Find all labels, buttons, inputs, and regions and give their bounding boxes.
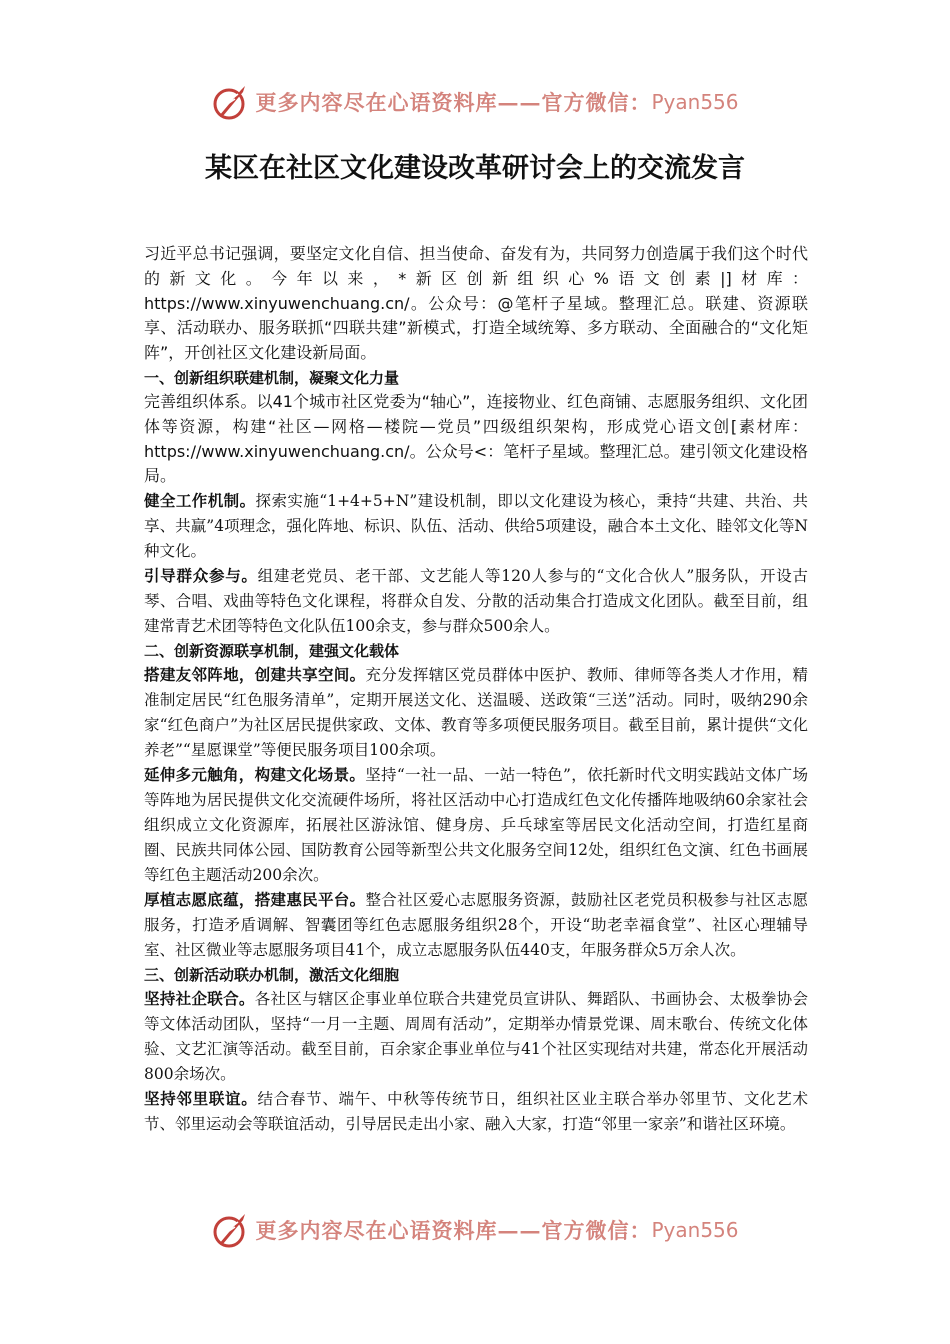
section-paragraph [144, 888, 808, 963]
quill-logo-icon [211, 1210, 251, 1250]
paragraph-lead: 健全工作机制。 [144, 492, 256, 511]
section-paragraph [144, 987, 808, 1087]
paragraph-lead: 延伸多元触角，构建文化场景。 [144, 766, 366, 785]
paragraph-text: 组建老党员、老干部、文艺能人等120人参与的“文化合伙人”服务队，开设古琴、合唱、戏曲等特色文化课程，将群众自发、分散的活动集合打造成文化团队。截至目前，组建常青艺术团等特色文化队伍100余支，参与群众500余人。 [144, 567, 808, 636]
section-paragraph [144, 489, 808, 564]
section-paragraph: 完善组织体系。以41个城市社区党委为“轴心”，连接物业、红色商铺、志愿服务组织、文化团体等资源，构建“社区—网格—楼院—党员”四级组织架构，形成党心语文创[素材库：https://www.xinyuwenchuang.cn/。公众号<：笔杆子星域。整理汇总。建引领文化建设格局。 [144, 391, 808, 486]
section-heading: 二、创新资源联享机制，建强文化载体 [144, 642, 400, 661]
paragraph-text: 结合春节、端午、中秋等传统节日，组织社区业主联合举办邻里节、文化艺术节、邻里运动会等联谊活动，引导居民走出小家、融入大家，打造“邻里一家亲”和谐社区环境。 [144, 1090, 808, 1134]
section-heading: 一、创新组织联建机制，凝聚文化力量 [144, 368, 400, 387]
banner-text: 更多内容尽在心语资料库——官方微信： [255, 90, 652, 115]
quill-logo-icon [211, 82, 251, 122]
document-body [144, 242, 808, 1137]
paragraph-text: 整合社区爱心志愿服务资源，鼓励社区老党员积极参与社区志愿服务，打造矛盾调解、智囊团等红色志愿服务组织28个，开设“助老幸福食堂”、社区心理辅导室、社区微业等志愿服务项目41个，成立志愿服务队伍440支，年服务群众5万余人次。 [144, 891, 808, 960]
paragraph-lead: 引导群众参与。 [144, 567, 258, 586]
paragraph-lead: 搭建友邻阵地，创建共享空间。 [144, 666, 366, 685]
paragraph-text: 坚持“一社一品、一站一特色”，依托新时代文明实践站文体广场等阵地为居民提供文化交流硬件场所，将社区活动中心打造成红色文化传播阵地吸纳60余家社会组织成立文化资源库，拓展社区游泳馆、健身房、乒乓球室等居民文化活动空间，打造红星商圈、民族共同体公园、国防教育公园等新型公共文化服务空间12处，组织红色文演、红色书画展等红色主题活动200余次。 [144, 766, 808, 885]
section-paragraph [144, 763, 808, 888]
banner-wechat-handle: Pyan556 [651, 1218, 739, 1242]
section-paragraph [144, 1087, 808, 1137]
paragraph-text: 充分发挥辖区党员群体中医护、教师、律师等各类人才作用，精准制定居民“红色服务清单”，定期开展送文化、送温暖、送政策“三送”活动。同时，吸纳290余家“红色商户”为社区居民提供家政、文体、教育等多项便民服务项目。截至目前，累计提供“文化养老”“星愿课堂”等便民服务项目100余项。 [144, 666, 808, 760]
paragraph-lead: 坚持邻里联谊。 [144, 1090, 258, 1109]
banner-text: 更多内容尽在心语资料库——官方微信： [255, 1218, 652, 1243]
footer-banner [0, 1208, 950, 1252]
header-banner [0, 80, 950, 124]
paragraph-text: 探索实施“1+4+5+N”建设机制，即以文化建设为核心，秉持“共建、共治、共享、共赢”4项理念，强化阵地、标识、队伍、活动、供给5项建设，融合本土文化、睦邻文化等N种文化。 [144, 492, 808, 561]
paragraph-lead: 坚持社企联合。 [144, 990, 255, 1009]
section-heading: 三、创新活动联办机制，激活文化细胞 [144, 966, 400, 985]
section-paragraph [144, 663, 808, 763]
paragraph-text: 各社区与辖区企事业单位联合共建党员宣讲队、舞蹈队、书画协会、太极拳协会等文体活动团队，坚持“一月一主题、周周有活动”，定期举办情景党课、周末歌台、传统文化体验、文艺汇演等活动。截至目前，百余家企事业单位与41个社区实现结对共建，常态化开展活动800余场次。 [144, 990, 808, 1084]
paragraph-lead: 厚植志愿底蕴，搭建惠民平台。 [144, 891, 366, 910]
intro-paragraph: 习近平总书记强调，要坚定文化自信、担当使命、奋发有为，共同努力创造属于我们这个时代的新文化。今年以来，*新区创新组织心%语文创素|]材库：https://www.xinyuwenchuang.cn/。公众号：@笔杆子星域。整理汇总。联建、资源联享、活动联办、服务联抓“四联共建”新模式，打造全域统筹、多方联动、全面融合的“文化矩阵”，开创社区文化建设新局面。 [144, 244, 808, 363]
banner-wechat-handle: Pyan556 [651, 90, 739, 114]
section-paragraph [144, 564, 808, 639]
document-title: 某区在社区文化建设改革研讨会上的交流发言 [205, 153, 745, 184]
